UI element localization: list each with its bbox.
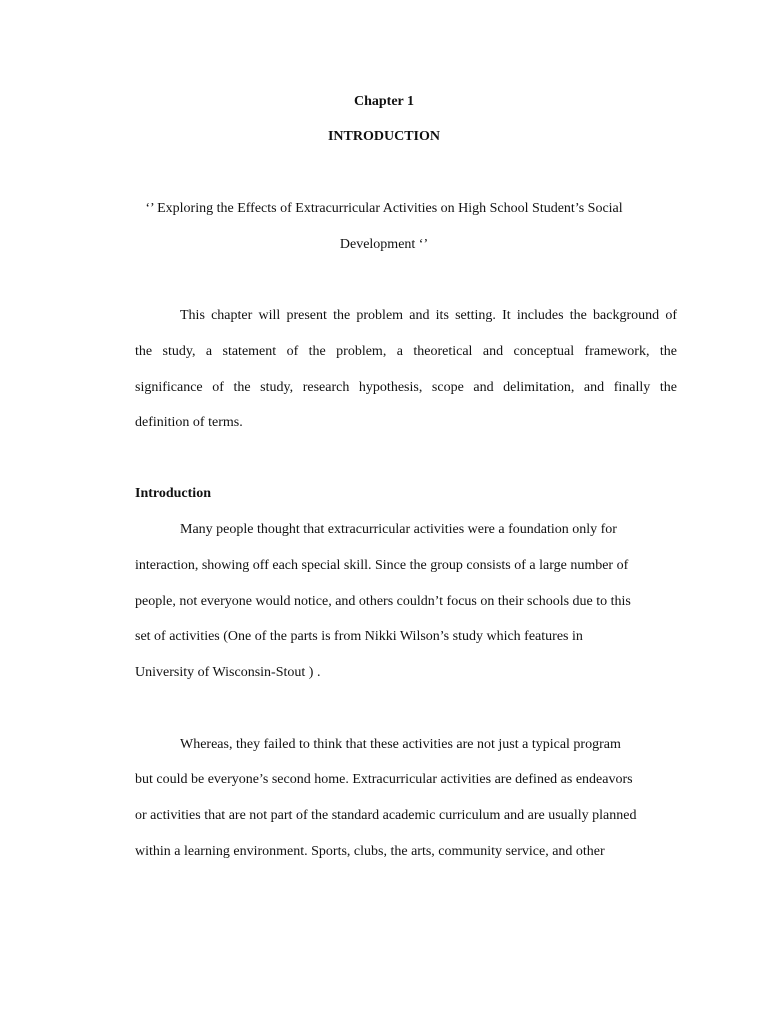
intro-paragraph-line: This chapter will present the problem and its setting. It includes the background of bbox=[180, 308, 677, 323]
paragraph-1-line: Many people thought that extracurricular activities were a foundation only for bbox=[180, 522, 617, 537]
paragraph-1-line: interaction, showing off each special skill. Since the group consists of a large number of bbox=[135, 558, 629, 573]
paragraph-1-line: set of activities (One of the parts is from Nikki Wilson’s study which features in bbox=[135, 629, 583, 644]
paragraph-2-line: or activities that are not part of the standard academic curriculum and are usually planned bbox=[135, 808, 637, 823]
section-heading: Introduction bbox=[135, 486, 211, 501]
title-line-1: ‘’ Exploring the Effects of Extracurricular Activities on High School Student’s Social bbox=[145, 201, 623, 216]
intro-paragraph-line: definition of terms. bbox=[135, 415, 243, 430]
intro-paragraph-line: the study, a statement of the problem, a theoretical and conceptual framework, the bbox=[135, 344, 677, 359]
paragraph-1-line: people, not everyone would notice, and others couldn’t focus on their schools due to this bbox=[135, 594, 631, 609]
paragraph-2-line: within a learning environment. Sports, clubs, the arts, community service, and other bbox=[135, 844, 605, 859]
title-line-2: Development ‘’ bbox=[339, 237, 429, 252]
chapter-heading: INTRODUCTION bbox=[327, 129, 440, 144]
chapter-number: Chapter 1 bbox=[353, 94, 415, 109]
paragraph-2-line: but could be everyone’s second home. Extracurricular activities are defined as endeavors bbox=[135, 772, 633, 787]
intro-paragraph-line: significance of the study, research hypothesis, scope and delimitation, and finally the bbox=[135, 380, 677, 395]
paragraph-1-line: University of Wisconsin-Stout ) . bbox=[135, 665, 321, 680]
paragraph-2-line: Whereas, they failed to think that these activities are not just a typical program bbox=[180, 737, 621, 752]
